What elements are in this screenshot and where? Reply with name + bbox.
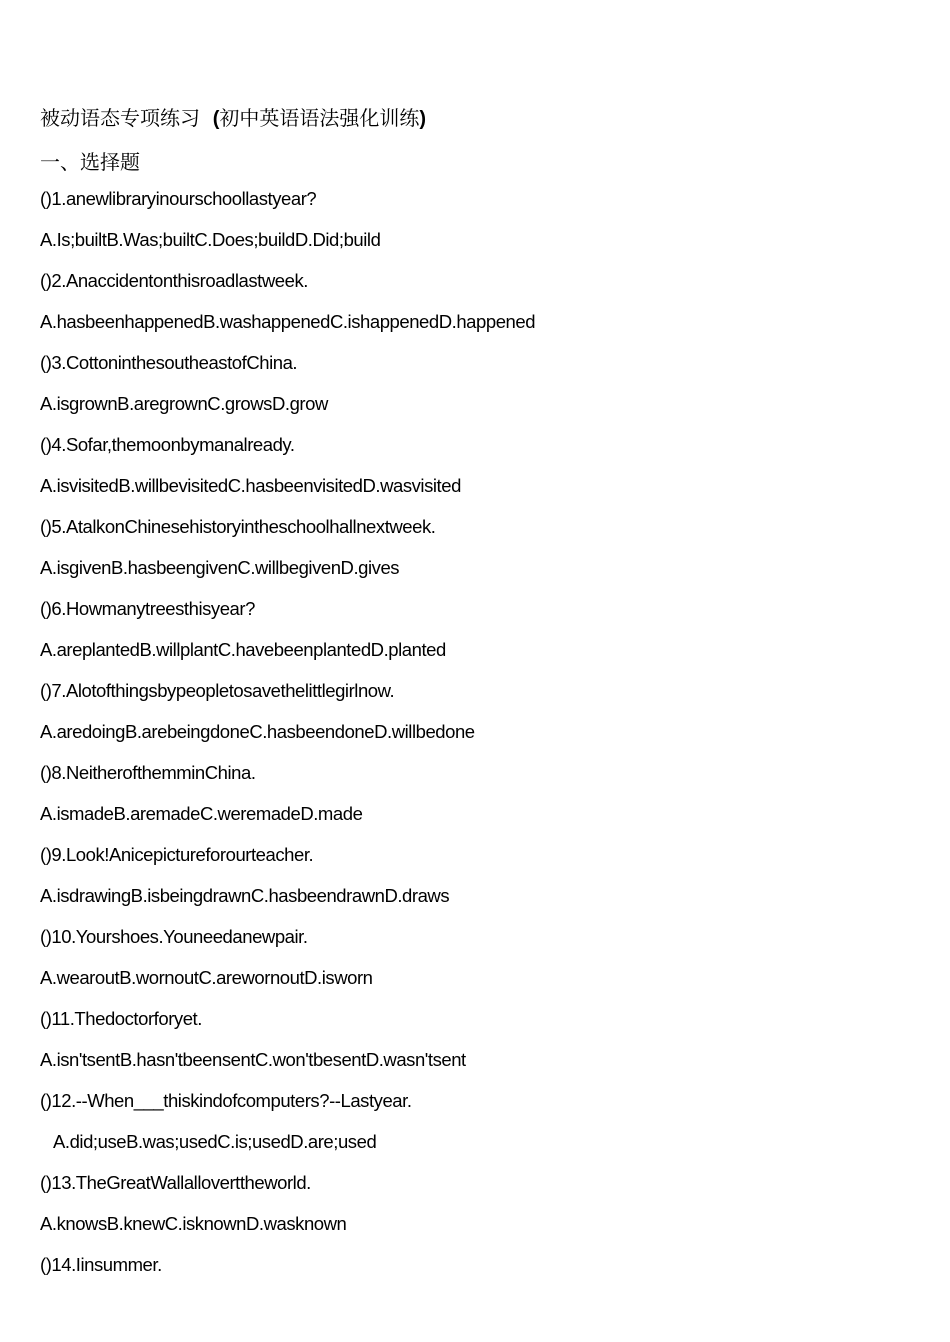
title-paren-open: ( [212,108,220,130]
options-3: A.isgrownB.aregrownC.growsD.grow [40,393,328,414]
question-4: ()4.Sofar,themoonbymanalready. [40,434,295,455]
options-12: A.did;useB.was;usedC.is;usedD.are;used [53,1131,377,1152]
document-page [40,103,920,1295]
options-10: A.wearoutB.wornoutC.arewornoutD.isworn [40,967,373,988]
question-14: ()14.Iinsummer. [40,1254,162,1275]
title-sub: 初中英语语法强化训练 [219,106,420,130]
question-2: ()2.Anaccidentonthisroadlastweek. [40,270,308,291]
question-5: ()5.AtalkonChinesehistoryintheschoolhallnextweek. [40,516,436,537]
options-4: A.isvisitedB.willbevisitedC.hasbeenvisitedD.wasvisited [40,475,461,496]
question-11: ()11.Thedoctorforyet. [40,1008,202,1029]
question-13: ()13.TheGreatWallalloverttheworld. [40,1172,311,1193]
options-1: A.Is;builtB.Was;builtC.Does;buildD.Did;build [40,229,381,250]
options-2: A.hasbeenhappenedB.washappenedC.ishappenedD.happened [40,311,536,332]
options-13: A.knowsB.knewC.isknownD.wasknown [40,1213,347,1234]
question-6: ()6.Howmanytreesthisyear? [40,598,255,619]
section-heading: 一、选择题 [40,150,140,174]
title-paren-close: ) [419,108,427,130]
options-11: A.isn'tsentB.hasn'tbeensentC.won'tbesentD.wasn'tsent [40,1049,466,1070]
options-7: A.aredoingB.arebeingdoneC.hasbeendoneD.willbedone [40,721,475,742]
title-main: 被动语态专项练习 [40,106,200,130]
question-3: ()3.CottoninthesoutheastofChina. [40,352,298,373]
question-12: ()12.--When___thiskindofcomputers?--Lastyear. [40,1090,412,1111]
question-9: ()9.Look!Anicepictureforourteacher. [40,844,314,865]
question-10: ()10.Yourshoes.Youneedanewpair. [40,926,308,947]
document-title [40,103,920,133]
options-9: A.isdrawingB.isbeingdrawnC.hasbeendrawnD.draws [40,885,450,906]
options-5: A.isgivenB.hasbeengivenC.willbegivenD.gives [40,557,400,578]
options-6: A.areplantedB.willplantC.havebeenplantedD.planted [40,639,446,660]
options-8: A.ismadeB.aremadeC.weremadeD.made [40,803,363,824]
question-1: ()1.anewlibraryinourschoollastyear? [40,188,317,209]
question-7: ()7.Alotofthingsbypeopletosavethelittlegirlnow. [40,680,395,701]
question-8: ()8.NeitherofthemminChina. [40,762,256,783]
